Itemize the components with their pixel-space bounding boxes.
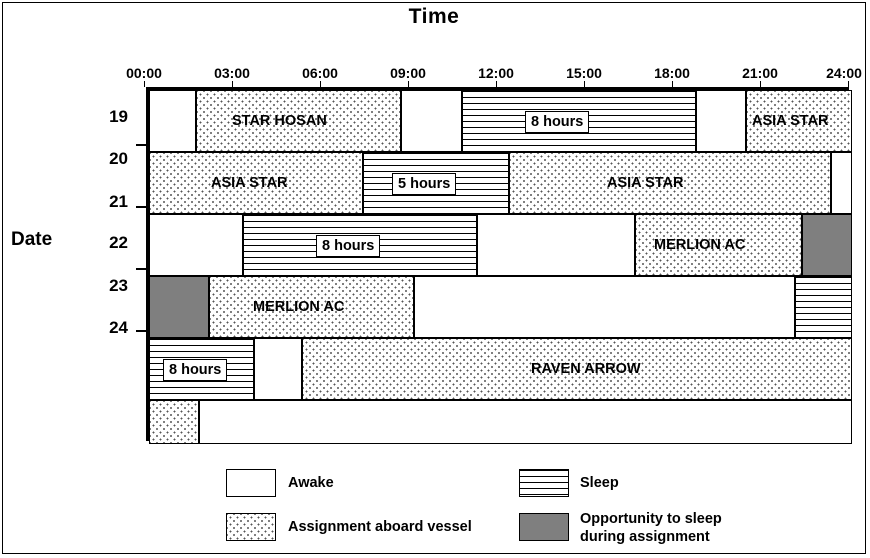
segment-label-star-hosan: STAR HOSAN: [232, 113, 327, 129]
legend-swatch-assignment: [226, 513, 276, 541]
y-tick-label-20: 20: [109, 149, 128, 168]
legend-label-assignment: Assignment aboard vessel: [288, 519, 472, 535]
x-tick-label-4: 12:00: [478, 65, 514, 81]
legend-swatch-awake: [226, 469, 276, 497]
segment-19-awake-3: [696, 90, 746, 152]
segment-20-awake: [831, 152, 852, 214]
segment-21-awake-2: [477, 214, 635, 276]
legend-swatch-opportunity: [519, 513, 569, 541]
x-tick-label-0: 00:00: [126, 65, 162, 81]
segment-label-19-asia-star: ASIA STAR: [752, 113, 829, 129]
segment-21-opportunity: [802, 214, 852, 276]
segment-label-21-merlion-ac: MERLION AC: [654, 237, 746, 253]
segment-22-sleep: [795, 276, 852, 338]
y-tick-label-22: 22: [109, 233, 128, 252]
segment-label-19-sleep: 8 hours: [525, 111, 589, 133]
segment-24-awake: [199, 400, 852, 444]
y-tickmark-0: [136, 144, 146, 146]
x-tickmark-0: [144, 81, 145, 87]
chart-frame: [2, 2, 866, 554]
legend-label-opportunity-line1: Opportunity to sleep: [580, 511, 722, 527]
chart-title: Time: [408, 5, 460, 28]
y-tick-label-23: 23: [109, 276, 128, 295]
segment-label-20-sleep: 5 hours: [392, 173, 456, 195]
x-tick-label-7: 21:00: [742, 65, 778, 81]
segment-19-awake-1: [149, 90, 196, 152]
y-tickmark-3: [136, 330, 146, 332]
legend-label-sleep: Sleep: [580, 475, 619, 491]
x-tick-label-2: 06:00: [302, 65, 338, 81]
y-tickmark-2: [136, 268, 146, 270]
segment-label-23-sleep: 8 hours: [163, 359, 227, 381]
x-tick-label-1: 03:00: [214, 65, 250, 81]
x-tick-label-5: 15:00: [566, 65, 602, 81]
segment-19-awake-2: [401, 90, 462, 152]
legend: [146, 465, 849, 545]
y-axis-label: Date: [11, 229, 53, 250]
segment-22-opportunity: [149, 276, 209, 338]
segment-label-21-sleep: 8 hours: [316, 235, 380, 257]
segment-22-awake: [414, 276, 795, 338]
segment-label-20-asia-star-2: ASIA STAR: [607, 175, 684, 191]
x-tick-label-6: 18:00: [654, 65, 690, 81]
segment-label-20-asia-star-1: ASIA STAR: [211, 175, 288, 191]
y-tick-label-19: 19: [109, 107, 128, 126]
x-tick-label-3: 09:00: [390, 65, 426, 81]
y-tickmark-1: [136, 206, 146, 208]
y-tick-label-21: 21: [109, 192, 128, 211]
x-tick-label-8: 24:00: [826, 65, 862, 81]
plot-area: [146, 87, 849, 441]
legend-label-opportunity-line2: during assignment: [580, 529, 710, 545]
y-tick-label-24: 24: [109, 318, 128, 337]
segment-label-22-merlion-ac: MERLION AC: [253, 299, 345, 315]
segment-23-awake: [254, 338, 302, 400]
segment-21-awake-1: [149, 214, 243, 276]
legend-label-awake: Awake: [288, 475, 334, 491]
legend-swatch-sleep: [519, 469, 569, 497]
segment-24-assignment: [149, 400, 199, 444]
segment-label-23-raven-arrow: RAVEN ARROW: [531, 361, 641, 377]
